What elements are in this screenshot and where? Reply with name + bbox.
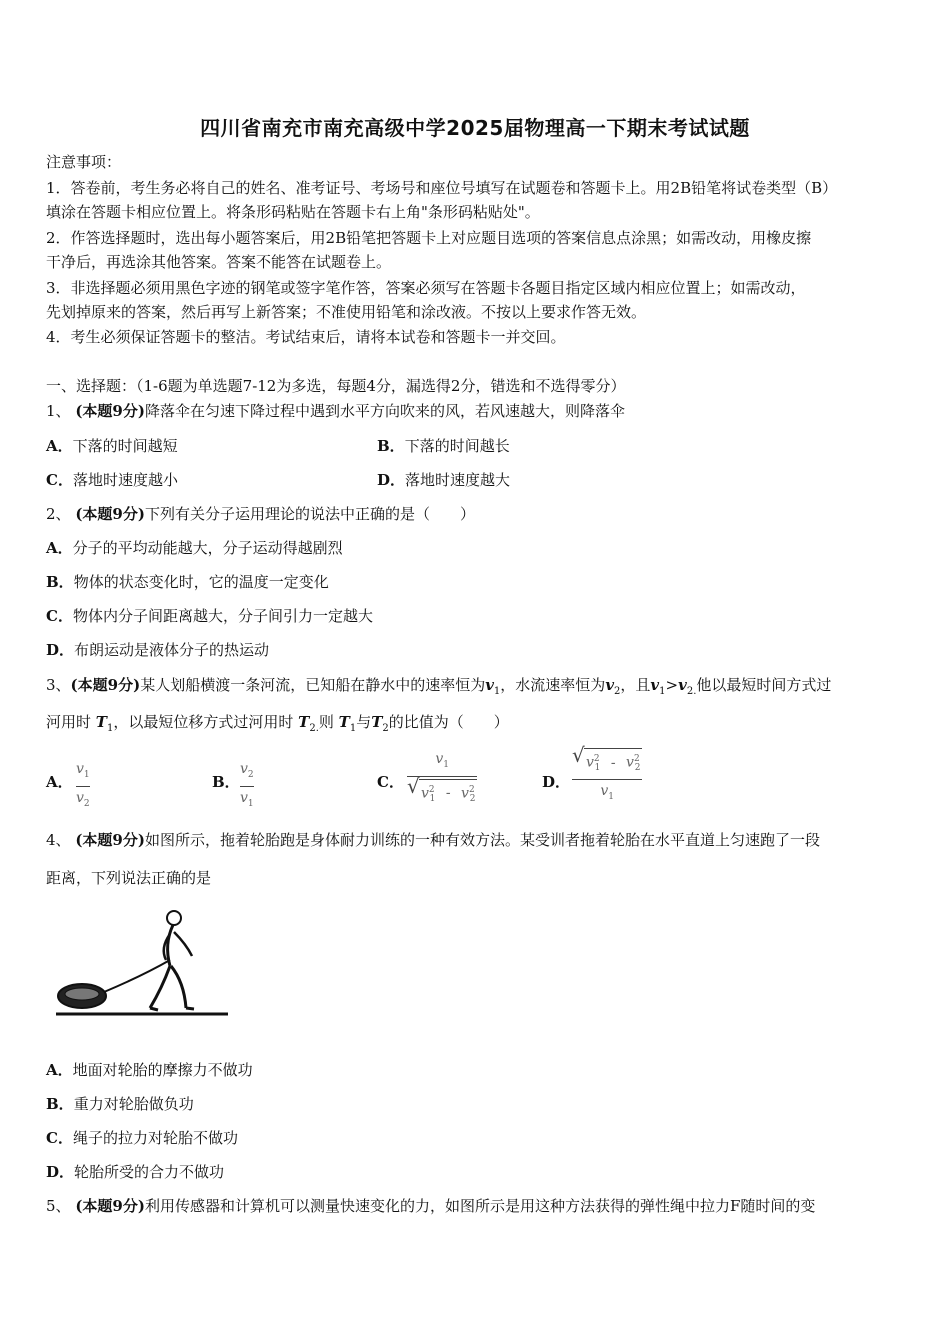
option-text: 下落的时间越长 xyxy=(404,437,510,455)
option-label: A． xyxy=(46,437,73,455)
runner-leg-front xyxy=(171,966,186,1008)
option-text: 物体的状态变化时，它的温度一定变化 xyxy=(73,573,329,591)
notice-line-4: 干净后，再选涂其他答案。答案不能答在试题卷上。 xyxy=(46,253,392,271)
q3-v1b: v xyxy=(650,676,660,694)
q3-option-c-fraction xyxy=(407,750,477,808)
option-text: 布朗运动是液体分子的热运动 xyxy=(74,641,270,659)
q4-number: 4、 xyxy=(46,831,71,849)
option-label: C． xyxy=(46,471,73,489)
q4-score: (本题9分) xyxy=(75,831,145,849)
notice-line-3: 2．作答选择题时，选出每小题答案后，用2B铅笔把答题卡上对应题目选项的答案信息点涂黑；如需改动，用橡皮擦 xyxy=(46,229,812,247)
q3-option-d-fraction xyxy=(572,743,642,806)
q3-T1-sub: 1 xyxy=(106,723,114,734)
notice-line-1: 1．答卷前，考生务必将自己的姓名、准考证号、考场号和座位号填写在试题卷和答题卡上。用2B铅笔将试卷类型（B） xyxy=(46,179,838,197)
q2-option-b[interactable] xyxy=(46,572,329,592)
question-4 xyxy=(46,830,820,850)
option-text: 重力对轮胎做负功 xyxy=(73,1095,194,1113)
q2-score: (本题9分) xyxy=(75,505,145,523)
option-label: B． xyxy=(377,437,405,455)
option-label: A． xyxy=(46,773,73,791)
q3-T1b-sub: 1 xyxy=(349,723,357,734)
fraction-numerator xyxy=(572,743,642,777)
option-label: C． xyxy=(377,773,404,791)
option-label: B． xyxy=(212,773,240,791)
fraction-bar xyxy=(240,786,254,787)
notice-line-5: 3．非选择题必须用黑色字迹的钢笔或签字笔作答，答案必须写在答题卡各题目指定区域内相应位置上；如需改动， xyxy=(46,279,806,297)
fraction-bar xyxy=(572,779,642,780)
q3-line2-b: ，以最短位移方式过河用时 xyxy=(113,713,294,731)
q1-option-b[interactable] xyxy=(377,436,510,456)
notice-line-7: 4．考生必须保证答题卡的整洁。考试结束后，请将本试卷和答题卡一并交回。 xyxy=(46,328,566,346)
q3-score: (本题9分) xyxy=(70,676,141,694)
q3-option-d[interactable] xyxy=(542,772,570,792)
notice-line-2: 填涂在答题卡相应位置上。将条形码粘贴在答题卡右上角"条形码粘贴处"。 xyxy=(46,203,540,221)
fraction-denominator: $v_2$ xyxy=(76,789,90,809)
q3-line2-e: 的比值为（ ） xyxy=(388,713,509,731)
q4-option-b[interactable] xyxy=(46,1094,194,1114)
option-text: 绳子的拉力对轮胎不做功 xyxy=(72,1129,238,1147)
question-3-line-2 xyxy=(46,712,509,739)
q3-T2b: T xyxy=(371,713,383,731)
q3-v1b-sub: 1 xyxy=(659,686,666,697)
q3-stem-c: ，且 xyxy=(620,676,651,694)
option-text: 地面对轮胎的摩擦力不做功 xyxy=(72,1061,253,1079)
runner-foot-back xyxy=(150,1008,158,1010)
option-label: A． xyxy=(46,1061,73,1079)
option-label: B． xyxy=(46,1095,74,1113)
option-label: A． xyxy=(46,539,73,557)
option-text: 落地时速度越小 xyxy=(72,471,178,489)
tire-pulling-illustration xyxy=(52,904,242,1022)
q4-option-c[interactable] xyxy=(46,1128,238,1148)
runner-arm-front xyxy=(174,932,192,956)
question-5 xyxy=(46,1196,815,1216)
tire-pulling-figure xyxy=(52,904,242,1026)
option-text: 分子的平均动能越大，分子运动得越剧烈 xyxy=(72,539,343,557)
option-text: 下落的时间越短 xyxy=(72,437,178,455)
q3-stem-a: 某人划船横渡一条河流，已知船在静水中的速率恒为 xyxy=(140,676,486,694)
q2-option-a[interactable] xyxy=(46,538,343,558)
notice-heading: 注意事项： xyxy=(46,153,122,171)
q5-number: 5、 xyxy=(46,1197,71,1215)
q4-option-d[interactable] xyxy=(46,1162,224,1182)
q2-option-d[interactable] xyxy=(46,640,269,660)
q1-option-c[interactable] xyxy=(46,470,178,490)
q4-option-a[interactable] xyxy=(46,1060,253,1080)
runner-body xyxy=(168,925,173,966)
runner-leg-back xyxy=(150,966,170,1008)
square-root: √ $v^2_1 - v^2_2$ xyxy=(572,748,642,777)
q5-stem: 利用传感器和计算机可以测量快速变化的力，如图所示是用这种方法获得的弹性绳中拉力F随时间的变 xyxy=(144,1197,816,1215)
q3-T2: T xyxy=(298,713,310,731)
q3-line2-c: 则 xyxy=(318,713,334,731)
q2-option-c[interactable] xyxy=(46,606,373,626)
q3-dot: . xyxy=(693,686,697,697)
q2-stem: 下列有关分子运用理论的说法中正确的是（ ） xyxy=(144,505,475,523)
fraction-numerator: $v_1$ xyxy=(76,761,90,780)
option-label: D． xyxy=(46,1163,75,1181)
fraction-bar xyxy=(76,786,90,787)
option-label: C． xyxy=(46,607,73,625)
q3-v2b-sub: 2 xyxy=(686,686,694,697)
option-label: D． xyxy=(46,641,75,659)
q3-T2-sub: 2 xyxy=(309,723,316,734)
q3-dot2: . xyxy=(315,723,319,734)
question-2 xyxy=(46,504,475,524)
q1-option-a[interactable] xyxy=(46,436,178,456)
question-3 xyxy=(46,675,831,702)
notice-line-6: 先划掉原来的答案，然后再写上新答案；不准使用铅笔和涂改液。不按以上要求作答无效。 xyxy=(46,303,647,321)
option-label: D． xyxy=(542,773,571,791)
q3-option-a[interactable] xyxy=(46,772,73,792)
fraction-denominator xyxy=(407,773,477,808)
q3-v2b: v xyxy=(678,676,687,694)
q3-v1-sub: 1 xyxy=(493,686,501,697)
fraction-numerator: $v_2$ xyxy=(240,761,254,780)
runner-head xyxy=(167,911,181,925)
q3-option-b[interactable] xyxy=(212,772,240,792)
option-label: D． xyxy=(377,471,406,489)
runner-foot-front xyxy=(186,1008,194,1009)
q3-option-c[interactable] xyxy=(377,772,404,792)
tire-inner xyxy=(65,988,99,1000)
option-text: 落地时速度越大 xyxy=(405,471,511,489)
page-title: 四川省南充市南充高级中学2025届物理高一下期末考试试题 xyxy=(200,116,750,140)
q3-stem-b: ，水流速率恒为 xyxy=(500,676,606,694)
fraction-denominator: $v_1$ xyxy=(240,789,254,809)
q1-score: (本题9分) xyxy=(75,402,145,420)
question-1 xyxy=(46,401,625,421)
fraction-denominator: $v_1$ xyxy=(600,783,615,803)
q3-line2-a: 河用时 xyxy=(46,713,92,731)
q3-v1: v xyxy=(485,676,494,694)
q3-option-b-fraction xyxy=(240,760,254,813)
fraction-numerator: $v_1$ xyxy=(435,751,450,770)
q1-number: 1、 xyxy=(46,402,71,420)
square-root: √ $v^2_1 - v^2_2$ xyxy=(407,779,477,808)
q5-score: (本题9分) xyxy=(75,1197,145,1215)
q2-number: 2、 xyxy=(46,505,71,523)
q3-stem-d: 他以最短时间方式过 xyxy=(696,676,832,694)
q3-T1b: T xyxy=(338,713,350,731)
q3-T2b-sub: 2 xyxy=(382,723,389,734)
q3-option-a-fraction xyxy=(76,760,90,813)
q3-v2-sub: 2 xyxy=(614,686,621,697)
option-text: 轮胎所受的合力不做功 xyxy=(74,1163,225,1181)
q1-option-d[interactable] xyxy=(377,470,510,490)
q3-T1: T xyxy=(95,713,107,731)
q3-number: 3、 xyxy=(46,676,71,694)
q3-gt: > xyxy=(665,676,679,694)
q1-stem: 降落伞在匀速下降过程中遇到水平方向吹来的风，若风速越大，则降落伞 xyxy=(144,402,625,420)
option-text: 物体内分子间距离越大，分子间引力一定越大 xyxy=(72,607,373,625)
question-4-line-2: 距离，下列说法正确的是 xyxy=(46,869,212,887)
option-label: B． xyxy=(46,573,74,591)
option-label: C． xyxy=(46,1129,73,1147)
section-heading: 一、选择题：（1-6题为单选题7-12为多选，每题4分，漏选得2分，错选和不选得零分） xyxy=(46,377,626,395)
q3-line2-d: 与 xyxy=(356,713,372,731)
q4-stem: 如图所示，拖着轮胎跑是身体耐力训练的一种有效方法。某受训者拖着轮胎在水平直道上匀速跑了一段 xyxy=(144,831,820,849)
q3-v2: v xyxy=(605,676,615,694)
